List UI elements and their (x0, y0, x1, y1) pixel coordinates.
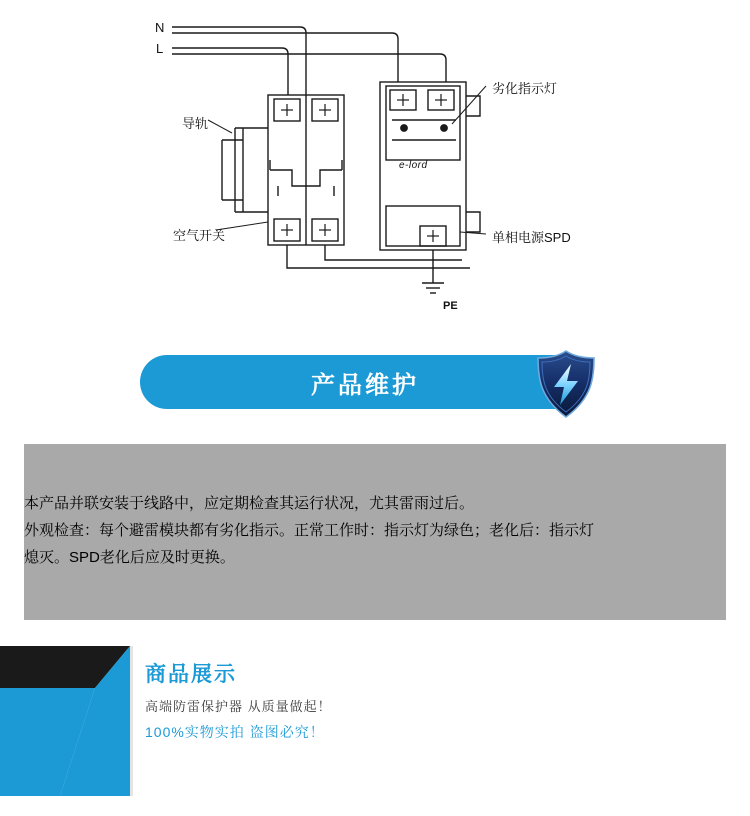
label-neutral: N (155, 20, 165, 35)
label-earth: PE (443, 300, 458, 312)
maintenance-line-2: 外观检查：每个避雷模块都有劣化指示。正常工作时：指示灯为绿色；老化后：指示灯 (24, 522, 595, 539)
label-single-phase-spd: 单相电源SPD (492, 230, 571, 245)
section-banner (140, 355, 590, 409)
maintenance-text (24, 490, 684, 571)
showcase-note: 100%实物实拍 盗图必究！ (145, 724, 325, 740)
wiring-diagram-svg (0, 0, 750, 345)
maintenance-line-3: 熄灭。SPD老化后应及时更换。 (24, 549, 235, 566)
shield-lightning-icon (530, 348, 602, 420)
showcase-title: 商品展示 (145, 663, 237, 686)
showcase-subtitle: 高端防雷保护器 从质量做起！ (145, 699, 332, 714)
showcase-section (0, 646, 750, 796)
label-air-switch: 空气开关 (173, 228, 226, 243)
section-title: 产品维护 (311, 371, 419, 399)
label-live: L (156, 41, 164, 56)
label-degradation-indicator: 劣化指示灯 (492, 81, 558, 96)
maintenance-line-1: 本产品并联安装于线路中，应定期检查其运行状况，尤其雷雨过后。 (24, 495, 475, 512)
brand-mark: e-lord (399, 160, 428, 171)
label-din-rail: 导轨 (182, 116, 209, 131)
showcase-text (145, 658, 705, 742)
wiring-diagram (0, 0, 750, 345)
